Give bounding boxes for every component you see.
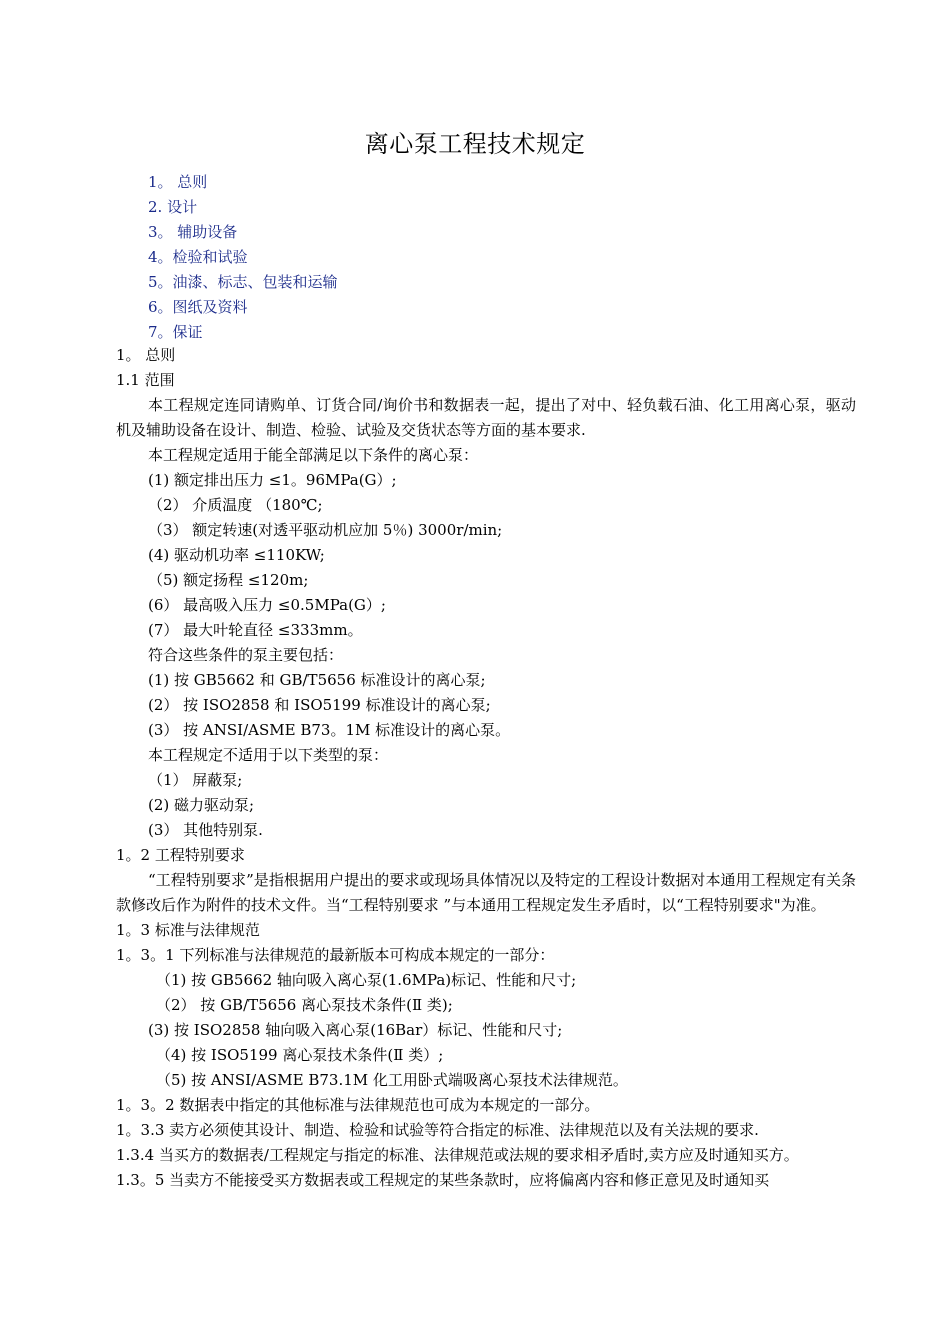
- list-item: (1) 按 GB5662 和 GB/T5656 标准设计的离心泵;: [148, 671, 486, 689]
- list-item: （3） 额定转速(对透平驱动机应加 5％) 3000r/min;: [148, 521, 503, 539]
- paragraph: 本工程规定适用于能全部满足以下条件的离心泵：: [148, 446, 479, 464]
- list-item: (1) 额定排出压力 ≤1。96MPa(G）;: [148, 471, 397, 489]
- toc-item[interactable]: 6。图纸及资料: [148, 298, 248, 316]
- toc-item[interactable]: 4。检验和试验: [148, 248, 248, 266]
- table-of-contents: [148, 170, 338, 345]
- list-item: (6） 最高吸入压力 ≤0.5MPa(G）;: [148, 596, 386, 614]
- toc-item[interactable]: 5。油漆、标志、包装和运输: [148, 273, 338, 291]
- list-item: （1） 屏蔽泵;: [148, 771, 243, 789]
- list-item: (2） 按 ISO2858 和 ISO5199 标准设计的离心泵;: [148, 696, 491, 714]
- paragraph: 本工程规定连同请购单、订货合同/询价书和数据表一起，提出了对中、轻负载石油、化工用离心泵，驱动机及辅助设备在设计、制造、检验、试验及交货状态等方面的基本要求.: [116, 396, 856, 439]
- list-item: （4) 按 ISO5199 离心泵技术条件(Ⅱ 类）;: [156, 1046, 444, 1064]
- section-heading: 1。 总则: [116, 346, 176, 364]
- clause: 1.3.4 当买方的数据表/工程规定与指定的标准、法律规范或法规的要求相矛盾时,卖方应及时通知买方。: [116, 1146, 799, 1164]
- section-heading: 1.1 范围: [116, 371, 175, 389]
- list-item: (4) 驱动机功率 ≤110KW;: [148, 546, 325, 564]
- toc-item[interactable]: 3。 辅助设备: [148, 223, 238, 241]
- list-item: （2） 介质温度 （180℃;: [148, 496, 323, 514]
- document-body: [116, 343, 856, 1193]
- document-title: 离心泵工程技术规定: [364, 130, 586, 158]
- list-item: （1) 按 GB5662 轴向吸入离心泵(1.6MPa)标记、性能和尺寸;: [156, 971, 577, 989]
- list-item: （5) 额定扬程 ≤120m;: [148, 571, 309, 589]
- paragraph: 本工程规定不适用于以下类型的泵：: [148, 746, 389, 764]
- paragraph: 符合这些条件的泵主要包括：: [148, 646, 344, 664]
- section-heading: 1。3 标准与法律规范: [116, 921, 260, 939]
- clause: 1。3.3 卖方必须使其设计、制造、检验和试验等符合指定的标准、法律规范以及有关法规的要求.: [116, 1121, 759, 1139]
- list-item: （5) 按 ANSI/ASME B73.1M 化工用卧式端吸离心泵技术法律规范。: [156, 1071, 628, 1089]
- list-item: （2） 按 GB/T5656 离心泵技术条件(Ⅱ 类);: [156, 996, 453, 1014]
- list-item: (3） 其他特别泵.: [148, 821, 263, 839]
- list-item: (3） 按 ANSI/ASME B73。1M 标准设计的离心泵。: [148, 721, 511, 739]
- toc-item[interactable]: 1。 总则: [148, 173, 208, 191]
- paragraph: “工程特别要求”是指根据用户提出的要求或现场具体情况以及特定的工程设计数据对本通用工程规定有关条款修改后作为附件的技术文件。当“工程特别要求 ”与本通用工程规定发生矛盾时，以“工程特别要求"为准。: [116, 871, 856, 914]
- clause: 1。3。1 下列标准与法律规范的最新版本可构成本规定的一部分：: [116, 946, 555, 964]
- list-item: (7） 最大叶轮直径 ≤333mm。: [148, 621, 363, 639]
- section-heading: 1。2 工程特别要求: [116, 846, 245, 864]
- clause: 1.3。5 当卖方不能接受买方数据表或工程规定的某些条款时，应将偏离内容和修正意见及时通知买: [116, 1171, 770, 1189]
- list-item: (3) 按 ISO2858 轴向吸入离心泵(16Bar）标记、性能和尺寸;: [148, 1021, 563, 1039]
- clause: 1。3。2 数据表中指定的其他标准与法律规范也可成为本规定的一部分。: [116, 1096, 600, 1114]
- list-item: (2) 磁力驱动泵;: [148, 796, 255, 814]
- toc-item[interactable]: 2. 设计: [148, 198, 198, 216]
- toc-item[interactable]: 7。保证: [148, 323, 203, 341]
